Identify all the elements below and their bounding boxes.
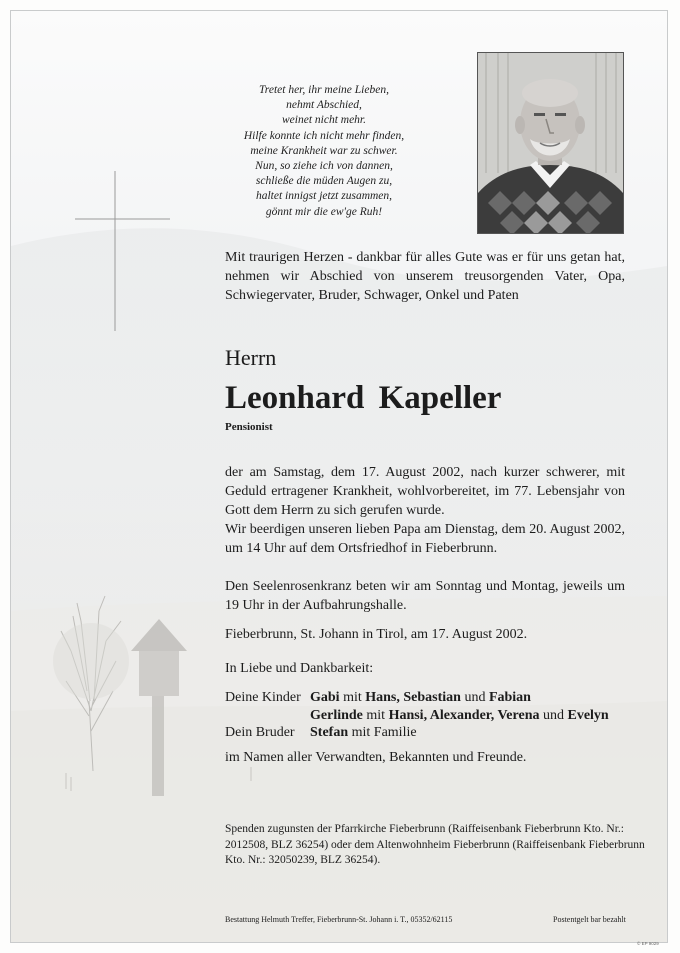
poem-line: Tretet her, ihr meine Lieben, xyxy=(259,84,389,96)
family-row xyxy=(225,724,609,742)
intro-text: Mit traurigen Herzen - dankbar für alles Gute was er für uns getan hat, nehmen wir Abschied von unserem treusorgenden Vater, Opa, Schwiegervater, Bruder, Schwager, Onkel und Paten xyxy=(225,250,625,303)
postage-footer: Postentgelt bar bezahlt xyxy=(553,915,626,924)
poem-line: haltet innigst jetzt zusammen, xyxy=(255,190,393,203)
poem-line: schließe die müden Augen zu, xyxy=(255,175,393,188)
poem-line: nehmt Abschied, xyxy=(286,99,362,112)
child-family: Hans, Sebastian xyxy=(365,690,461,705)
brother-rest: mit Familie xyxy=(351,725,417,740)
child-family: Fabian xyxy=(488,690,531,705)
brother-name: Stefan xyxy=(310,725,349,740)
family-row xyxy=(225,689,609,707)
cross-line-icon xyxy=(75,171,175,331)
salutation: Herrn xyxy=(225,345,277,370)
undertaker-footer: Bestattung Helmuth Treffer, Fieberbrunn-St. Johann i. T., 05352/62115 xyxy=(225,915,453,924)
poem-line: gönnt mir die ew'ge Ruh! xyxy=(265,205,383,218)
brother-label: Dein Bruder xyxy=(225,725,295,740)
place-date: Fieberbrunn, St. Johann in Tirol, am 17. August 2002. xyxy=(225,627,528,642)
relatives-line: im Namen aller Verwandten, Bekannten und Freunde. xyxy=(225,750,527,765)
child-name: Gerlinde xyxy=(310,707,363,723)
donations-text: Spenden zugunsten der Pfarrkirche Fieberbrunn (Raiffeisenbank Fieberbrunn Kto. Nr.: 2012508, BLZ 36254) oder dem Altenwohnheim Fieberbrunn (Raiffeisenbank Fieberbrunn Kto. Nr.: 32050239, BLZ 36254). xyxy=(225,823,645,866)
mit-word: mit xyxy=(366,707,386,723)
poem xyxy=(214,83,434,220)
family-row xyxy=(225,707,609,725)
rosary-paragraph: Den Seelenrosenkranz beten wir am Sonntag und Montag, jeweils um 19 Uhr in der Aufbahrungshalle. xyxy=(225,579,625,613)
children-label: Deine Kinder xyxy=(225,690,301,705)
closing-line: In Liebe und Dankbarkeit: xyxy=(225,661,374,676)
poem-line: Hilfe konnte ich nicht mehr finden, xyxy=(243,129,405,142)
und-word: und xyxy=(464,690,486,705)
poem-line: Nun, so ziehe ich von dannen, xyxy=(255,160,393,173)
portrait-photo xyxy=(477,52,624,234)
funeral-paragraph: Wir beerdigen unseren lieben Papa am Dienstag, dem 20. August 2002, um 14 Uhr auf dem Ortsfriedhof in Fieberbrunn. xyxy=(225,522,625,556)
deceased-occupation: Pensionist xyxy=(225,421,273,433)
mit-word: mit xyxy=(343,690,362,705)
death-paragraph: der am Samstag, dem 17. August 2002, nach kurzer schwerer, mit Geduld ertragener Krankheit, wohlvorbereitet, im 77. Lebensjahr von Gott dem Herrn zu sich gerufen wurde. xyxy=(225,465,625,518)
portrait-image xyxy=(478,53,623,233)
child-family: Evelyn xyxy=(567,707,609,723)
und-word: und xyxy=(542,707,564,723)
poem-line: meine Krankheit war zu schwer. xyxy=(250,144,398,157)
child-name: Gabi xyxy=(310,690,340,705)
child-family: Hansi, Alexander, Verena xyxy=(388,707,540,723)
deceased-name: Leonhard Kapeller xyxy=(225,380,502,416)
family-list xyxy=(225,689,609,742)
print-code: © EP 9029 xyxy=(637,941,659,946)
poem-line: weinet nicht mehr. xyxy=(282,114,366,127)
